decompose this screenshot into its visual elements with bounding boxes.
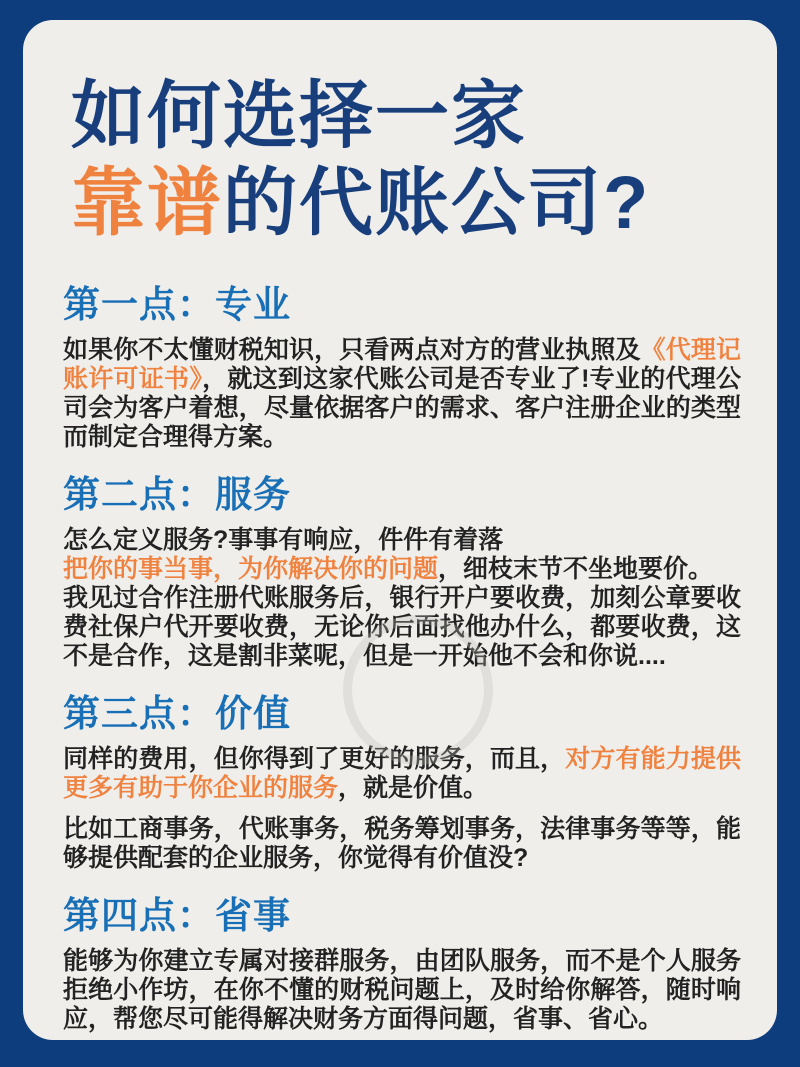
- section-heading: 第四点：省事: [63, 895, 291, 936]
- title-highlight: 靠谱: [71, 161, 223, 244]
- text-segment: ，就这到这家代账公司是否专业了!专业的代理公司会为客户着想，尽量依据客户的需求、客户注册企业的类型而制定合理得方案。: [63, 365, 741, 451]
- title-line-2: [71, 159, 741, 246]
- content-card: [23, 20, 777, 1040]
- section-body: [63, 947, 741, 1034]
- text-segment: 比如工商事务，代账事务，税务筹划事务，法律事务等等，能够提供配套的企业服务，你觉得有价值没?: [63, 815, 741, 872]
- highlight-segment: 把你的事当事，为你解决你的问题: [63, 555, 439, 583]
- paragraph: [63, 526, 741, 555]
- paragraph: [63, 947, 741, 1034]
- highlight-segment: 《代理记账许可证书》: [63, 336, 741, 393]
- paragraph: [63, 584, 741, 671]
- section-heading: 第三点：价值: [63, 693, 291, 734]
- poster-title: [71, 72, 741, 246]
- section-heading: 第一点：专业: [63, 284, 291, 325]
- section-body: [63, 745, 741, 873]
- section-body: [63, 336, 741, 452]
- text-segment: 如果你不太懂财税知识，只看两点对方的营业执照及: [63, 336, 641, 364]
- text-segment: ，就是价值。: [338, 774, 489, 802]
- paragraph: [63, 336, 741, 452]
- section-heading: 第二点：服务: [63, 474, 291, 515]
- title-line-1: 如何选择一家: [71, 74, 527, 157]
- section-value: [63, 693, 741, 873]
- text-segment: ，细枝末节不坐地要价。: [438, 555, 714, 583]
- text-segment: 同样的费用，但你得到了更好的服务，而且，: [63, 745, 566, 773]
- section-body: [63, 526, 741, 671]
- paragraph: [63, 815, 741, 873]
- section-convenience: [63, 895, 741, 1034]
- text-segment: 怎么定义服务?事事有响应，件件有着落: [63, 526, 504, 554]
- text-segment: 能够为你建立专属对接群服务，由团队服务，而不是个人服务拒绝小作坊，在你不懂的财税问题上，及时给你解答，随时响应，帮您尽可能得解决财务方面得问题，省事、省心。: [63, 947, 741, 1033]
- section-professional: [63, 284, 741, 452]
- paragraph: [63, 555, 741, 584]
- section-service: [63, 474, 741, 671]
- paragraph: [63, 745, 741, 803]
- text-segment: 我见过合作注册代账服务后，银行开户要收费，加刻公章要收费社保户代开要收费，无论你后面找他办什么，都要收费，这不是合作，这是割非菜呢，但是一开始他不会和你说....: [63, 584, 741, 670]
- title-line-2-rest: 的代账公司?: [223, 161, 651, 244]
- highlight-segment: 对方有能力提供更多有助于你企业的服务: [63, 745, 741, 802]
